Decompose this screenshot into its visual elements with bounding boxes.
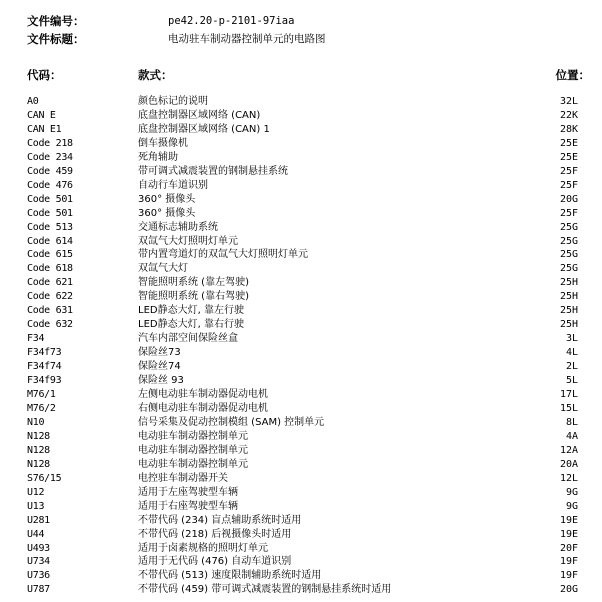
row-model: 电动驻车制动器控制单元 — [138, 444, 248, 456]
row-code: A0 — [27, 96, 39, 107]
table-row — [0, 569, 602, 583]
row-code: Code 234 — [27, 151, 73, 163]
row-model: 适用于无代码 (476) 自动车道识别 — [138, 556, 292, 568]
row-position: 28K — [559, 123, 578, 135]
row-model: 带可调式减震装置的钢制悬挂系统 — [138, 165, 288, 177]
row-position: 25G — [559, 235, 578, 247]
row-code: F34f73 — [27, 347, 62, 359]
row-position: 15L — [559, 402, 578, 414]
row-position: 25E — [559, 137, 578, 149]
table-row — [0, 235, 602, 249]
table-row — [0, 193, 602, 207]
row-model: 360° 摄像头 — [138, 207, 196, 219]
row-model: 右侧电动驻车制动器促动电机 — [138, 402, 268, 414]
row-code: U493 — [27, 542, 50, 554]
row-model: 不带代码 (218) 后视摄像头时适用 — [138, 528, 292, 540]
row-position: 19F — [559, 556, 578, 568]
row-position: 12A — [559, 444, 578, 456]
row-model: 适用于左座驾驶型车辆 — [138, 486, 238, 498]
table-row — [0, 583, 602, 597]
row-position: 20G — [559, 584, 578, 596]
row-model: 电动驻车制动器控制单元 — [138, 458, 248, 470]
row-code: U736 — [27, 570, 50, 582]
row-model: 自动行车道识别 — [138, 179, 208, 191]
row-model: 双氙气大灯 — [138, 263, 188, 275]
row-model: 左侧电动驻车制动器促动电机 — [138, 389, 268, 401]
row-position: 25G — [559, 249, 578, 261]
row-model: 信号采集及促动控制模组 (SAM) 控制单元 — [138, 416, 325, 428]
row-code: N128 — [27, 430, 50, 442]
row-model: 适用于卤素规格的照明灯单元 — [138, 542, 268, 554]
table-row — [0, 179, 602, 193]
table-row — [0, 137, 602, 151]
row-code: Code 218 — [27, 137, 73, 149]
row-model: 电动驻车制动器控制单元 — [138, 430, 248, 442]
row-position: 25G — [559, 263, 578, 275]
row-model: 倒车摄像机 — [138, 137, 188, 149]
row-code: U12 — [27, 486, 45, 498]
row-position: 25F — [559, 165, 578, 177]
row-position: 25E — [559, 151, 578, 163]
row-model: 保险丝 93 — [138, 375, 184, 387]
table-row — [0, 95, 602, 109]
row-code: CAN E — [27, 109, 56, 121]
row-model: LED静态大灯, 靠右行驶 — [138, 319, 244, 331]
row-model: 不带代码 (234) 盲点辅助系统时适用 — [138, 514, 302, 526]
table-row — [0, 486, 602, 500]
table-row — [0, 304, 602, 318]
row-position: 9G — [565, 500, 578, 512]
row-position: 20G — [559, 193, 578, 205]
row-code: Code 614 — [27, 235, 73, 247]
row-position: 25H — [559, 305, 578, 317]
row-position: 20A — [559, 458, 578, 470]
row-code: Code 459 — [27, 165, 73, 177]
row-code: CAN E1 — [27, 123, 62, 135]
file-number-label: 文件编号： — [27, 14, 85, 28]
row-model: 带内置弯道灯的双氙气大灯照明灯单元 — [138, 249, 308, 261]
row-code: Code 501 — [27, 193, 73, 205]
row-model: 交通标志辅助系统 — [138, 221, 218, 233]
code-table — [0, 95, 602, 597]
table-row — [0, 360, 602, 374]
file-number-value: pe42.20-p-2101-97iaa — [168, 15, 295, 27]
row-code: U13 — [27, 500, 45, 512]
table-row — [0, 332, 602, 346]
table-row — [0, 318, 602, 332]
row-model: 死角辅助 — [138, 151, 178, 163]
row-position: 25F — [559, 179, 578, 191]
column-header-position: 位置： — [555, 68, 590, 82]
row-code: Code 631 — [27, 305, 73, 317]
table-row — [0, 555, 602, 569]
row-position: 17L — [559, 389, 578, 401]
row-position: 20F — [559, 542, 578, 554]
file-title-value: 电动驻车制动器控制单元的电路图 — [168, 33, 326, 45]
row-code: Code 615 — [27, 249, 73, 261]
row-position: 8L — [565, 416, 578, 428]
table-row — [0, 290, 602, 304]
table-row — [0, 346, 602, 360]
row-model: 保险丝74 — [138, 361, 181, 373]
row-code: F34f74 — [27, 361, 62, 373]
row-model: 不带代码 (459) 带可调式减震装置的钢制悬挂系统时适用 — [138, 584, 392, 596]
row-position: 32L — [559, 96, 578, 107]
row-code: Code 513 — [27, 221, 73, 233]
table-row — [0, 500, 602, 514]
row-position: 25H — [559, 291, 578, 303]
row-code: M76/2 — [27, 402, 56, 414]
column-header-model: 款式： — [138, 68, 173, 82]
row-position: 5L — [565, 375, 578, 387]
table-row — [0, 458, 602, 472]
row-code: Code 618 — [27, 263, 73, 275]
row-position: 25F — [559, 207, 578, 219]
row-code: F34 — [27, 333, 45, 345]
row-position: 2L — [565, 361, 578, 373]
row-model: 双氙气大灯照明灯单元 — [138, 235, 238, 247]
row-model: 颜色标记的说明 — [138, 96, 208, 107]
row-position: 25H — [559, 277, 578, 289]
table-row — [0, 444, 602, 458]
row-model: 360° 摄像头 — [138, 193, 196, 205]
table-row — [0, 123, 602, 137]
row-model: 适用于右座驾驶型车辆 — [138, 500, 238, 512]
row-position: 22K — [559, 109, 578, 121]
row-code: S76/15 — [27, 472, 62, 484]
row-position: 25G — [559, 221, 578, 233]
row-code: Code 632 — [27, 319, 73, 331]
row-position: 9G — [565, 486, 578, 498]
row-model: 智能照明系统 (靠右驾驶) — [138, 291, 249, 303]
file-title-label: 文件标题： — [27, 32, 85, 46]
row-position: 19F — [559, 570, 578, 582]
table-row — [0, 542, 602, 556]
row-code: U44 — [27, 528, 45, 540]
row-code: U281 — [27, 514, 50, 526]
table-row — [0, 207, 602, 221]
row-code: N10 — [27, 416, 45, 428]
row-position: 4A — [565, 430, 578, 442]
row-position: 4L — [565, 347, 578, 359]
row-model: 底盘控制器区域网络 (CAN) 1 — [138, 123, 270, 135]
row-code: U787 — [27, 584, 50, 596]
row-model: LED静态大灯, 靠左行驶 — [138, 305, 244, 317]
row-model: 保险丝73 — [138, 347, 181, 359]
row-code: N128 — [27, 444, 50, 456]
row-code: Code 622 — [27, 291, 73, 303]
table-row — [0, 416, 602, 430]
table-row — [0, 388, 602, 402]
row-position: 19E — [559, 514, 578, 526]
row-position: 12L — [559, 472, 578, 484]
table-row — [0, 430, 602, 444]
row-position: 25H — [559, 319, 578, 331]
table-row — [0, 165, 602, 179]
row-position: 19E — [559, 528, 578, 540]
row-code: U734 — [27, 556, 50, 568]
row-code: M76/1 — [27, 389, 56, 401]
table-row — [0, 221, 602, 235]
row-model: 汽车内部空间保险丝盒 — [138, 333, 238, 345]
table-row — [0, 374, 602, 388]
row-code: Code 621 — [27, 277, 73, 289]
table-row — [0, 109, 602, 123]
row-position: 3L — [565, 333, 578, 345]
table-row — [0, 402, 602, 416]
row-code: Code 476 — [27, 179, 73, 191]
column-header-code: 代码： — [27, 68, 62, 82]
table-row — [0, 276, 602, 290]
row-model: 底盘控制器区域网络 (CAN) — [138, 109, 261, 121]
row-model: 智能照明系统 (靠左驾驶) — [138, 277, 249, 289]
row-code: F34f93 — [27, 375, 62, 387]
table-row — [0, 514, 602, 528]
row-model: 不带代码 (513) 速度限制辅助系统时适用 — [138, 570, 322, 582]
table-row — [0, 248, 602, 262]
table-row — [0, 528, 602, 542]
table-row — [0, 151, 602, 165]
row-code: N128 — [27, 458, 50, 470]
table-row — [0, 472, 602, 486]
table-row — [0, 262, 602, 276]
row-code: Code 501 — [27, 207, 73, 219]
row-model: 电控驻车制动器开关 — [138, 472, 228, 484]
